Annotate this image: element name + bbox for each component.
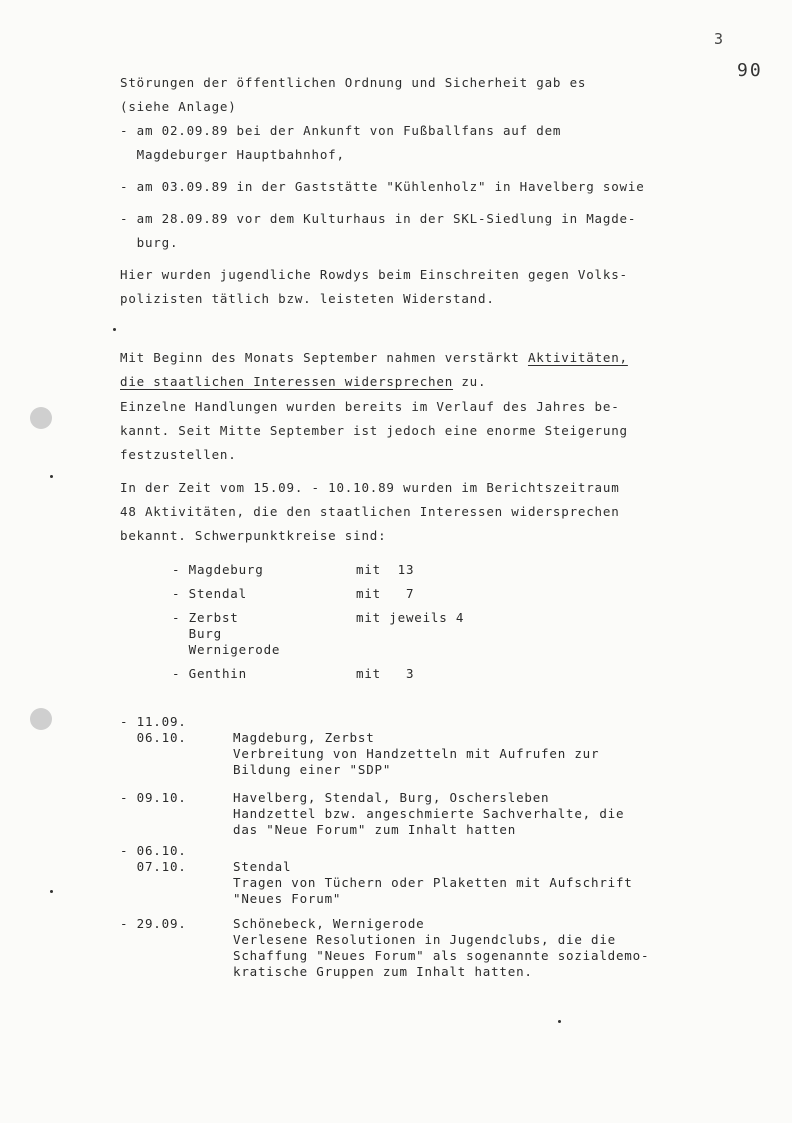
event-desc: Bildung einer "SDP" xyxy=(233,762,392,777)
punch-hole-bottom xyxy=(30,708,52,730)
text-line: (siehe Anlage) xyxy=(120,99,237,114)
district-name: - Zerbst xyxy=(172,610,239,625)
event-date: - 09.10. xyxy=(120,790,187,805)
text-line: Störungen der öffentlichen Ordnung und Sicherheit gab es xyxy=(120,75,587,90)
page-number: 90 xyxy=(737,60,763,81)
event-desc: Tragen von Tüchern oder Plaketten mit Aufschrift xyxy=(233,875,633,890)
text-line: polizisten tätlich bzw. leisteten Widerstand. xyxy=(120,291,495,306)
underlined-text: Aktivitäten, xyxy=(527,350,628,365)
text-line: In der Zeit vom 15.09. - 10.10.89 wurden im Berichtszeitraum xyxy=(120,480,620,495)
text-line: - am 02.09.89 bei der Ankunft von Fußballfans auf dem xyxy=(120,123,562,138)
text-line: 48 Aktivitäten, die den staatlichen Interessen widersprechen xyxy=(120,504,620,519)
text-line: burg. xyxy=(120,235,179,250)
event-desc: Handzettel bzw. angeschmierte Sachverhalte, die xyxy=(233,806,625,821)
underlined-text: die staatlichen Interessen widersprechen xyxy=(120,374,454,389)
event-date: - 11.09. xyxy=(120,714,187,729)
district-count: mit 7 xyxy=(356,586,415,601)
event-desc: "Neues Forum" xyxy=(233,891,342,906)
speck xyxy=(50,890,53,893)
text-line: - am 28.09.89 vor dem Kulturhaus in der SKL-Siedlung in Magde- xyxy=(120,211,637,226)
text-line: kannt. Seit Mitte September ist jedoch eine enorme Steigerung xyxy=(120,423,628,438)
text-line: Hier wurden jugendliche Rowdys beim Einschreiten gegen Volks- xyxy=(120,267,628,282)
speck xyxy=(113,328,116,331)
text-segment: zu. xyxy=(453,374,487,389)
text-line xyxy=(120,374,486,390)
district-name: - Magdeburg xyxy=(172,562,264,577)
event-date: - 29.09. xyxy=(120,916,187,931)
event-date: 07.10. xyxy=(120,859,187,874)
district-count: mit jeweils 4 xyxy=(356,610,465,625)
district-name: - Genthin xyxy=(172,666,247,681)
event-date: 06.10. xyxy=(120,730,187,745)
event-desc: Verbreitung von Handzetteln mit Aufrufen zur xyxy=(233,746,600,761)
speck xyxy=(558,1020,561,1023)
event-desc: kratische Gruppen zum Inhalt hatten. xyxy=(233,964,533,979)
event-desc: das "Neue Forum" zum Inhalt hatten xyxy=(233,822,517,837)
event-date: - 06.10. xyxy=(120,843,187,858)
event-place: Schönebeck, Wernigerode xyxy=(233,916,425,931)
text-line: Einzelne Handlungen wurden bereits im Verlauf des Jahres be- xyxy=(120,399,620,414)
text-line: Magdeburger Hauptbahnhof, xyxy=(120,147,345,162)
district-name: Wernigerode xyxy=(172,642,281,657)
corner-mark: 3 xyxy=(714,30,724,48)
text-line: - am 03.09.89 in der Gaststätte "Kühlenholz" in Havelberg sowie xyxy=(120,179,645,194)
event-desc: Schaffung "Neues Forum" als sogenannte sozialdemo- xyxy=(233,948,650,963)
punch-hole-top xyxy=(30,407,52,429)
text-line xyxy=(120,350,628,366)
event-place: Havelberg, Stendal, Burg, Oschersleben xyxy=(233,790,550,805)
district-name: Burg xyxy=(172,626,222,641)
speck xyxy=(50,475,53,478)
event-place: Magdeburg, Zerbst xyxy=(233,730,375,745)
text-line: bekannt. Schwerpunktkreise sind: xyxy=(120,528,387,543)
text-line: festzustellen. xyxy=(120,447,237,462)
district-count: mit 3 xyxy=(356,666,415,681)
event-place: Stendal xyxy=(233,859,292,874)
district-count: mit 13 xyxy=(356,562,415,577)
district-name: - Stendal xyxy=(172,586,247,601)
text-segment: Mit Beginn des Monats September nahmen verstärkt xyxy=(120,350,528,365)
event-desc: Verlesene Resolutionen in Jugendclubs, die die xyxy=(233,932,616,947)
